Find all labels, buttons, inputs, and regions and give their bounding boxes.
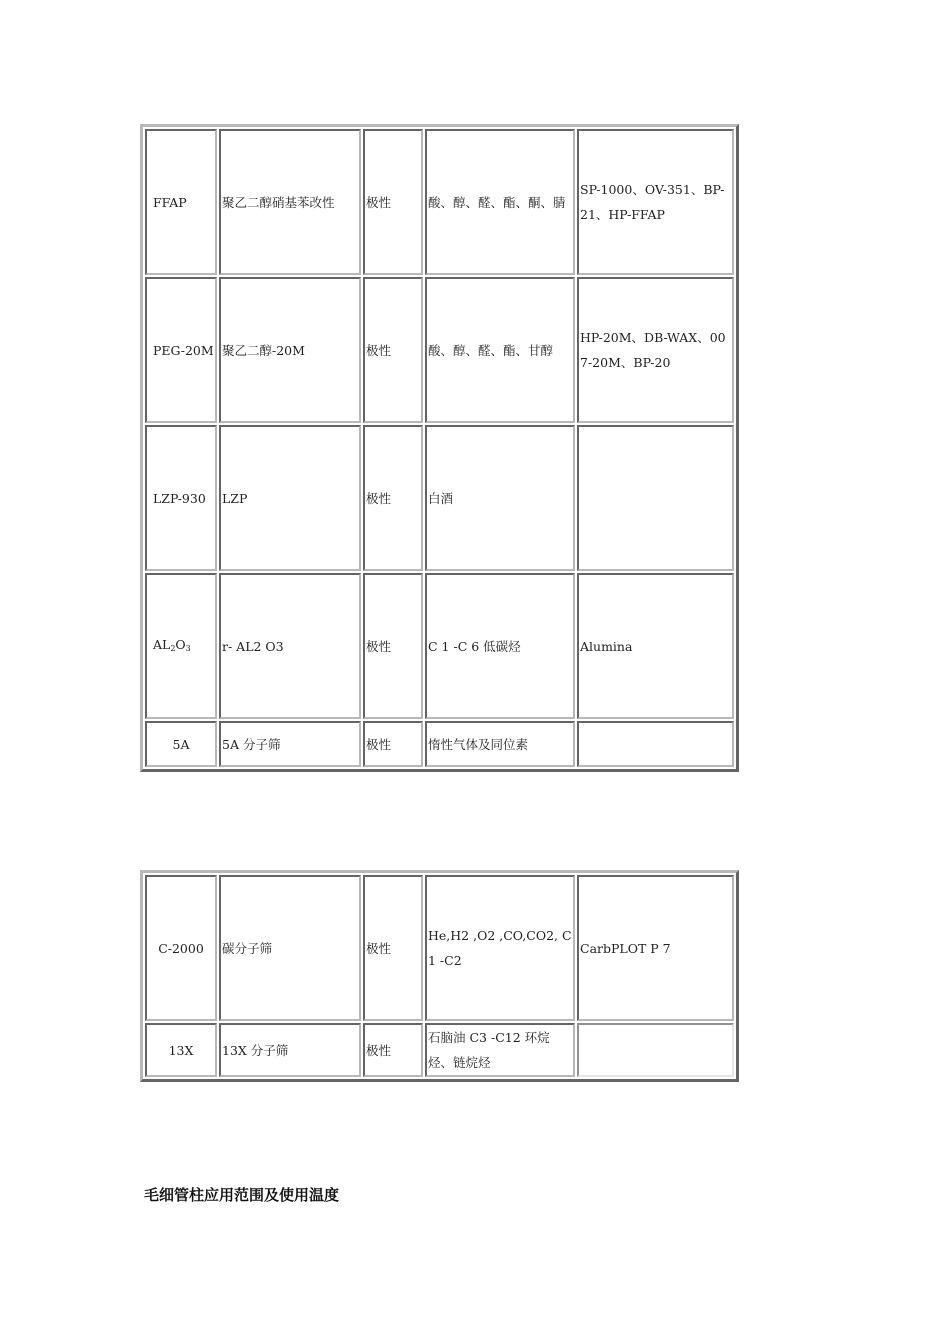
stationary-phase-table-2 bbox=[140, 870, 739, 1082]
analytes-cell: 惰性气体及同位素 bbox=[425, 721, 575, 767]
section-heading: 毛细管柱应用范围及使用温度 bbox=[144, 1186, 340, 1204]
code-cell: FFAP bbox=[145, 129, 217, 275]
analytes-cell: C 1 -C 6 低碳烃 bbox=[425, 573, 575, 719]
code-cell: 5A bbox=[145, 721, 217, 767]
equivalents-cell: SP-1000、OV-351、BP-21、HP-FFAP bbox=[577, 129, 734, 275]
analytes-cell: 石脑油 C3 -C12 环烷烃、链烷烃 bbox=[425, 1023, 575, 1077]
table-row bbox=[145, 425, 734, 571]
equivalents-cell: CarbPLOT P 7 bbox=[577, 875, 734, 1021]
phase-cell: LZP bbox=[219, 425, 361, 571]
phase-cell: 13X 分子筛 bbox=[219, 1023, 361, 1077]
table-row bbox=[145, 277, 734, 423]
equivalents-cell bbox=[577, 721, 734, 767]
table-row bbox=[145, 721, 734, 767]
phase-cell: 碳分子筛 bbox=[219, 875, 361, 1021]
code-cell: 13X bbox=[145, 1023, 217, 1077]
equivalents-cell bbox=[577, 425, 734, 571]
polarity-cell: 极性 bbox=[363, 1023, 423, 1077]
polarity-cell: 极性 bbox=[363, 875, 423, 1021]
stationary-phase-table-1 bbox=[140, 124, 739, 772]
polarity-cell: 极性 bbox=[363, 573, 423, 719]
phase-cell: 聚乙二醇-20M bbox=[219, 277, 361, 423]
code-mid: O bbox=[175, 636, 186, 652]
phase-cell: 5A 分子筛 bbox=[219, 721, 361, 767]
polarity-cell: 极性 bbox=[363, 721, 423, 767]
code-subscript: 3 bbox=[185, 643, 191, 653]
code-cell: C-2000 bbox=[145, 875, 217, 1021]
polarity-cell: 极性 bbox=[363, 277, 423, 423]
equivalents-cell: HP-20M、DB-WAX、007-20M、BP-20 bbox=[577, 277, 734, 423]
analytes-cell: 酸、醇、醛、酯、甘醇 bbox=[425, 277, 575, 423]
analytes-cell: He,H2 ,O2 ,CO,CO2, C1 -C2 bbox=[425, 875, 575, 1021]
polarity-cell: 极性 bbox=[363, 425, 423, 571]
table-row bbox=[145, 1023, 734, 1077]
equivalents-cell bbox=[577, 1023, 734, 1077]
code-main: AL bbox=[153, 636, 171, 652]
equivalents-cell: Alumina bbox=[577, 573, 734, 719]
code-cell bbox=[145, 573, 217, 719]
analytes-cell: 酸、醇、醛、酯、酮、腈 bbox=[425, 129, 575, 275]
code-subscript: 2 bbox=[170, 643, 176, 653]
table-row bbox=[145, 573, 734, 719]
code-cell: LZP-930 bbox=[145, 425, 217, 571]
table-row bbox=[145, 875, 734, 1021]
polarity-cell: 极性 bbox=[363, 129, 423, 275]
phase-cell: r- AL2 O3 bbox=[219, 573, 361, 719]
phase-cell: 聚乙二醇硝基苯改性 bbox=[219, 129, 361, 275]
code-cell: PEG-20M bbox=[145, 277, 217, 423]
analytes-cell: 白酒 bbox=[425, 425, 575, 571]
table-row bbox=[145, 129, 734, 275]
